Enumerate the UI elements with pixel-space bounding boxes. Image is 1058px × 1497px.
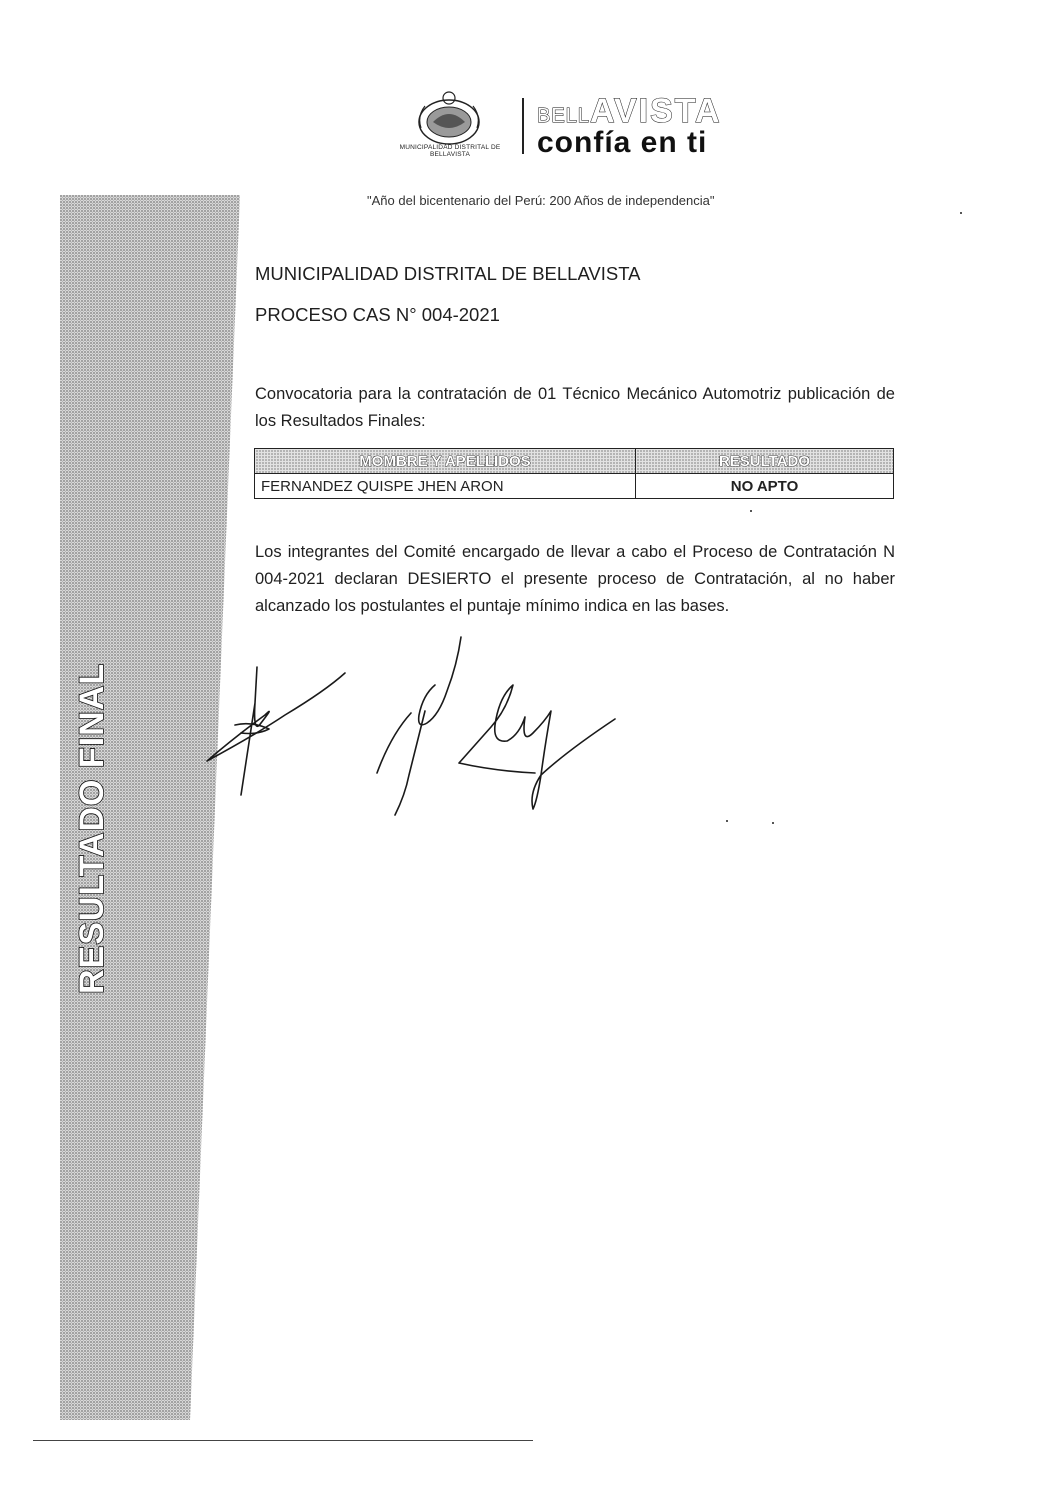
footer-rule [33,1440,533,1441]
declaration-paragraph: Los integrantes del Comité encargado de llevar a cabo el Proceso de Contratación N 004-2021 declaran DESIERTO el presente proceso de Contratación, al no haber alcanzado los postulantes el puntaje mínimo indica en las bases. [255,543,895,615]
header-result: RESULTADO [636,449,894,474]
scan-speck [726,820,728,822]
signature-2 [377,637,461,815]
process-title: PROCESO CAS N° 004-2021 [255,304,500,325]
brand-name-small: BELL [537,105,590,127]
applicant-name: FERNANDEZ QUISPE JHEN ARON [255,474,636,499]
institution-title: MUNICIPALIDAD DISTRITAL DE BELLAVISTA [255,263,641,284]
scan-speck [772,822,774,824]
brand-slogan: confía en ti [537,126,708,159]
header-name: MOMBRE Y APELLIDOS [255,449,636,474]
municipal-seal-icon [413,88,485,148]
table-row [255,474,894,499]
header-logo [385,88,785,168]
intro-paragraph: Convocatoria para la contratación de 01 Técnico Mecánico Automotriz publicación de los Resultados Finales: [255,385,895,430]
committee-signatures [195,625,635,855]
seal-caption: MUNICIPALIDAD DISTRITAL DE BELLAVISTA [399,144,501,158]
year-motto: "Año del bicentenario del Perú: 200 Años de independencia" [367,193,715,208]
results-table [254,448,894,499]
scan-speck [750,510,752,512]
brand-name-big: AVISTA [589,92,722,130]
signature-3 [459,685,615,809]
applicant-result: NO APTO [636,474,894,499]
side-band-label: RESULTADO FINAL [73,662,112,994]
signature-1 [207,667,345,795]
header-divider [522,98,524,154]
table-header-row [255,449,894,474]
scan-speck [960,212,962,214]
